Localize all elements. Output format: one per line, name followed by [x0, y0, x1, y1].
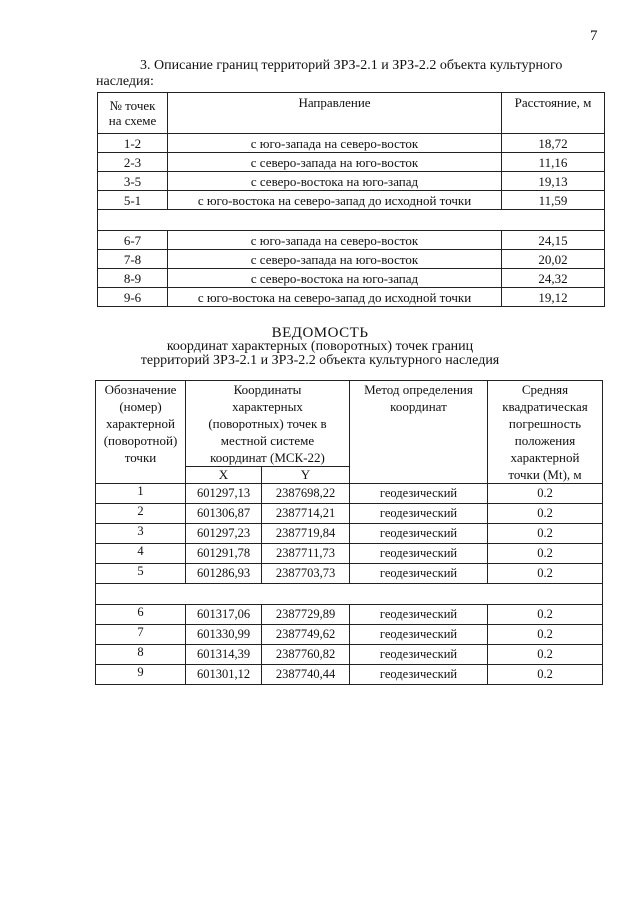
mt-error: 0.2: [488, 605, 603, 625]
header-designation-line: (поворотной): [103, 433, 178, 448]
header-error-line: квадратическая: [502, 399, 588, 414]
mt-error: 0.2: [488, 504, 603, 524]
row-points: 5-1: [98, 191, 168, 210]
header-error-line: характерной: [510, 450, 580, 465]
boundary-table: [97, 92, 605, 307]
method: геодезический: [350, 645, 488, 665]
point-number: 6: [96, 605, 186, 625]
mt-error: 0.2: [488, 544, 603, 564]
method: геодезический: [350, 524, 488, 544]
coord-y: 2387719,84: [262, 524, 350, 544]
section-heading-line1: 3. Описание границ территорий ЗРЗ-2.1 и ЗРЗ-2.2 объекта культурного: [140, 58, 563, 73]
row-distance: 11,16: [502, 153, 605, 172]
mt-error: 0.2: [488, 484, 603, 504]
coord-y: 2387698,22: [262, 484, 350, 504]
coord-y: 2387749,62: [262, 625, 350, 645]
point-number: 8: [96, 645, 186, 665]
header-points: [98, 93, 168, 134]
boundary-table-header: [98, 93, 605, 134]
row-direction: с юго-запада на северо-восток: [168, 231, 502, 250]
header-error: [488, 381, 603, 484]
row-distance: 11,59: [502, 191, 605, 210]
coord-y: 2387714,21: [262, 504, 350, 524]
mt-error: 0.2: [488, 625, 603, 645]
coord-y: 2387711,73: [262, 544, 350, 564]
statement-heading: [0, 326, 640, 368]
row-points: 2-3: [98, 153, 168, 172]
header-designation-line: точки: [124, 450, 157, 465]
row-direction: с северо-запада на юго-восток: [168, 153, 502, 172]
method: геодезический: [350, 625, 488, 645]
method: геодезический: [350, 484, 488, 504]
coord-row: [96, 524, 603, 544]
coord-row: [96, 504, 603, 524]
method: геодезический: [350, 605, 488, 625]
coord-x: 601317,06: [186, 605, 262, 625]
row-points: 1-2: [98, 134, 168, 153]
coord-row: [96, 645, 603, 665]
coord-row: [96, 605, 603, 625]
header-designation: [96, 381, 186, 484]
point-number: 1: [96, 484, 186, 504]
header-designation-line: характерной: [106, 416, 175, 431]
coord-x: 601291,78: [186, 544, 262, 564]
header-coordinates-line: характерных: [232, 399, 303, 414]
statement-line1: координат характерных (поворотных) точек границ: [166, 339, 474, 354]
point-number: 2: [96, 504, 186, 524]
section-heading: [96, 58, 616, 90]
row-points: 3-5: [98, 172, 168, 191]
boundary-row: [98, 153, 605, 172]
coord-x: 601286,93: [186, 564, 262, 584]
coord-row: [96, 665, 603, 685]
header-error-line: погрешность: [508, 416, 582, 431]
point-number: 4: [96, 544, 186, 564]
boundary-group-separator: [98, 210, 605, 231]
coord-x: 601314,39: [186, 645, 262, 665]
coord-row: [96, 544, 603, 564]
row-direction: с юго-запада на северо-восток: [168, 134, 502, 153]
boundary-row: [98, 231, 605, 250]
coord-x: 601297,23: [186, 524, 262, 544]
header-method: [350, 381, 488, 484]
header-designation-line: Обозначение: [104, 382, 177, 397]
boundary-row: [98, 191, 605, 210]
header-coordinates-line: координат (МСК-22): [210, 450, 325, 465]
statement-line2: территорий ЗРЗ-2.1 и ЗРЗ-2.2 объекта культурного наследия: [140, 353, 500, 368]
header-error-line: точки (Mt), м: [508, 467, 582, 482]
row-distance: 24,32: [502, 269, 605, 288]
row-distance: 24,15: [502, 231, 605, 250]
header-coordinates-line: Координаты: [233, 382, 302, 397]
coord-row: [96, 625, 603, 645]
row-direction: с северо-запада на юго-восток: [168, 250, 502, 269]
boundary-row: [98, 134, 605, 153]
header-method-line: Метод определения: [364, 382, 473, 397]
method: геодезический: [350, 544, 488, 564]
method: геодезический: [350, 665, 488, 685]
row-points: 6-7: [98, 231, 168, 250]
row-distance: 19,13: [502, 172, 605, 191]
header-x: X: [186, 467, 262, 484]
row-direction: с северо-востока на юго-запад: [168, 172, 502, 191]
header-direction: Направление: [168, 93, 502, 134]
header-coordinates-line: (поворотных) точек в: [208, 416, 327, 431]
boundary-row: [98, 269, 605, 288]
row-distance: 19,12: [502, 288, 605, 307]
boundary-row: [98, 250, 605, 269]
coord-row: [96, 564, 603, 584]
header-method-line: координат: [390, 399, 447, 414]
coord-x: 601301,12: [186, 665, 262, 685]
coord-y: 2387760,82: [262, 645, 350, 665]
header-distance: Расстояние, м: [502, 93, 605, 134]
header-points-line2: на схеме: [108, 113, 157, 128]
boundary-row: [98, 288, 605, 307]
row-direction: с северо-востока на юго-запад: [168, 269, 502, 288]
row-points: 9-6: [98, 288, 168, 307]
coord-y: 2387703,73: [262, 564, 350, 584]
boundary-row: [98, 172, 605, 191]
section-heading-line2: наследия:: [96, 74, 154, 89]
mt-error: 0.2: [488, 564, 603, 584]
mt-error: 0.2: [488, 645, 603, 665]
coord-table-header: [96, 381, 603, 467]
statement-title: ВЕДОМОСТЬ: [271, 325, 369, 341]
header-designation-line: (номер): [119, 399, 162, 414]
row-distance: 20,02: [502, 250, 605, 269]
coord-y: 2387729,89: [262, 605, 350, 625]
point-number: 7: [96, 625, 186, 645]
point-number: 5: [96, 564, 186, 584]
row-points: 7-8: [98, 250, 168, 269]
row-distance: 18,72: [502, 134, 605, 153]
coord-y: 2387740,44: [262, 665, 350, 685]
coord-x: 601297,13: [186, 484, 262, 504]
point-number: 3: [96, 524, 186, 544]
coord-group-separator-cell: [96, 584, 603, 605]
coord-x: 601306,87: [186, 504, 262, 524]
method: геодезический: [350, 504, 488, 524]
point-number: 9: [96, 665, 186, 685]
coord-group-separator: [96, 584, 603, 605]
header-error-line: Средняя: [521, 382, 569, 397]
method: геодезический: [350, 564, 488, 584]
mt-error: 0.2: [488, 524, 603, 544]
coord-row: [96, 484, 603, 504]
mt-error: 0.2: [488, 665, 603, 685]
coord-x: 601330,99: [186, 625, 262, 645]
row-direction: с юго-востока на северо-запад до исходной точки: [168, 191, 502, 210]
page-number: 7: [590, 28, 598, 44]
coordinates-table: [95, 380, 603, 685]
row-direction: с юго-востока на северо-запад до исходной точки: [168, 288, 502, 307]
header-points-line1: № точек: [109, 98, 156, 113]
header-coordinates-line: местной системе: [220, 433, 315, 448]
row-points: 8-9: [98, 269, 168, 288]
header-y: Y: [262, 467, 350, 484]
boundary-group-separator-cell: [98, 210, 605, 231]
header-error-line: положения: [514, 433, 576, 448]
header-coordinates: [186, 381, 350, 467]
